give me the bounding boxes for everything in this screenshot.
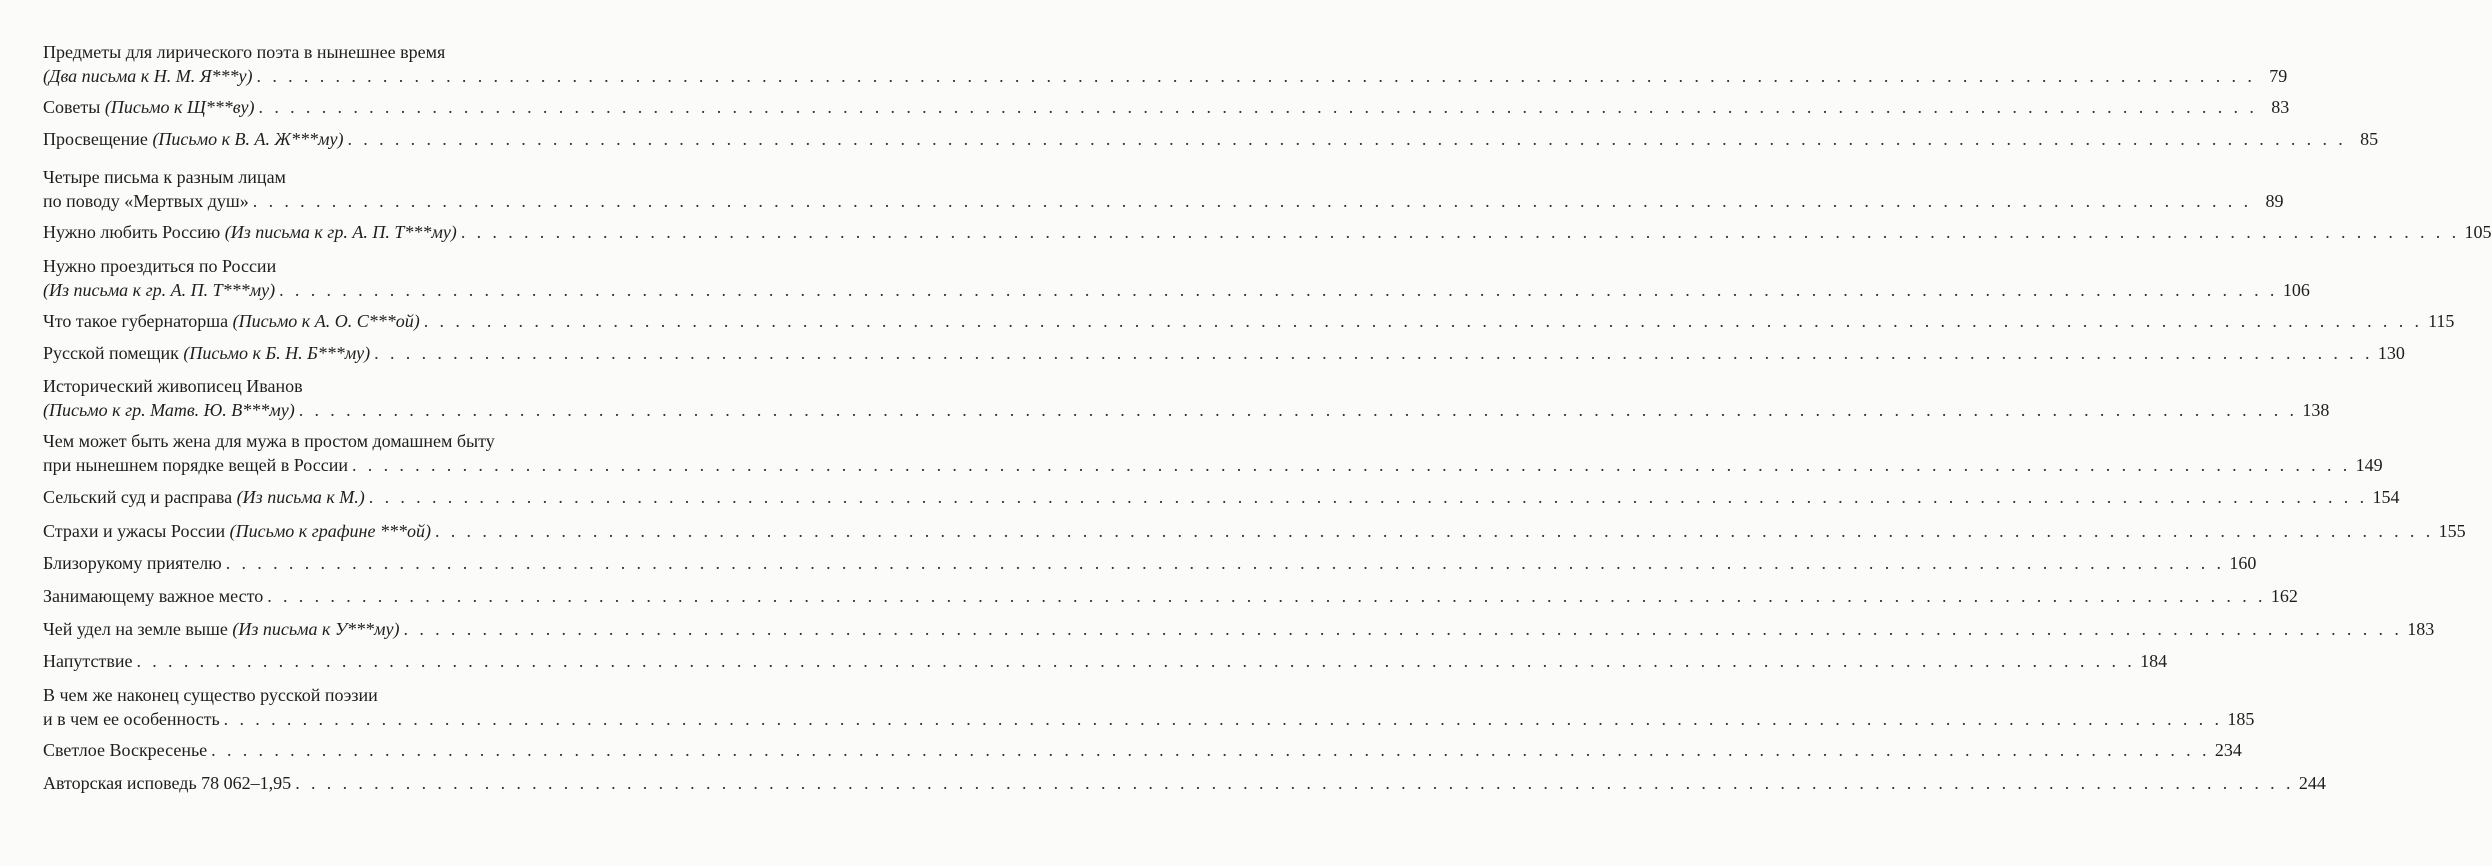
dot-leader bbox=[279, 278, 2278, 302]
page-number: 184 bbox=[2140, 651, 2168, 671]
toc-entry-title-text: Близорукому приятелю bbox=[43, 553, 222, 573]
page-number: 130 bbox=[2377, 343, 2405, 363]
toc-entry-row bbox=[43, 220, 2492, 244]
toc-entry-row bbox=[43, 485, 2400, 509]
toc-entry-title bbox=[43, 398, 295, 422]
dot-leader bbox=[295, 771, 2294, 795]
toc-entry-row bbox=[43, 707, 2255, 731]
page-number: 149 bbox=[2355, 455, 2383, 475]
toc-entry[interactable] bbox=[43, 309, 2455, 333]
toc-entry-title bbox=[43, 341, 370, 365]
toc-entry-title-line: Чем может быть жена для мужа в простом домашнем быту bbox=[43, 431, 495, 451]
toc-entry[interactable] bbox=[43, 165, 2284, 213]
toc-entry-title bbox=[43, 584, 263, 608]
toc-entry-title-line: Нужно проездиться по России bbox=[43, 256, 277, 276]
toc-entry-title-text: Напутствие bbox=[43, 651, 133, 671]
page-number: 138 bbox=[2302, 400, 2330, 420]
dot-leader bbox=[211, 738, 2210, 762]
toc-entry-title-line: Исторический живописец Иванов bbox=[43, 376, 303, 396]
page-number: 154 bbox=[2372, 487, 2400, 507]
dot-leader bbox=[461, 220, 2460, 244]
dot-leader bbox=[374, 341, 2373, 365]
toc-entry[interactable] bbox=[43, 429, 2383, 477]
toc-entry-title-text: Сельский суд и расправа bbox=[43, 487, 237, 507]
toc-entry-row bbox=[43, 341, 2405, 365]
page-number: 106 bbox=[2282, 280, 2310, 300]
dot-leader bbox=[267, 584, 2266, 608]
toc-entry[interactable] bbox=[43, 485, 2400, 509]
toc-entry-title bbox=[43, 309, 420, 333]
toc-entry-title-text: Что такое губернаторша bbox=[43, 311, 233, 331]
toc-entry-title bbox=[43, 189, 249, 213]
toc-entry[interactable] bbox=[43, 584, 2298, 608]
dot-leader bbox=[424, 309, 2423, 333]
page-number: 160 bbox=[2229, 553, 2257, 573]
page-number: 234 bbox=[2214, 740, 2242, 760]
toc-entry-title-line: В чем же наконец существо русской поэзии bbox=[43, 685, 378, 705]
toc-entry-title bbox=[43, 771, 291, 795]
toc-entry-row bbox=[43, 649, 2168, 673]
page-number: 183 bbox=[2407, 619, 2435, 639]
toc-entry-subtitle: (Письмо к В. А. Ж***му) bbox=[152, 129, 344, 149]
page-number: 162 bbox=[2270, 586, 2298, 606]
toc-entry-row bbox=[43, 95, 2290, 119]
toc-entry-row bbox=[43, 309, 2455, 333]
dot-leader bbox=[347, 127, 2346, 151]
toc-entry-title-text: по поводу «Мертвых душ» bbox=[43, 191, 249, 211]
dot-leader bbox=[226, 551, 2225, 575]
toc-entry-title-text: Авторская исповедь 78 062–1,95 bbox=[43, 773, 292, 793]
toc-entry-subtitle: (Два письма к Н. М. Я***у) bbox=[43, 66, 253, 86]
toc-entry-title-text: Советы bbox=[43, 97, 105, 117]
toc-entry-title bbox=[43, 485, 365, 509]
page-number: 244 bbox=[2298, 773, 2326, 793]
toc-entry[interactable] bbox=[43, 649, 2168, 673]
toc-entry-subtitle: (Письмо к Щ***ву) bbox=[104, 97, 255, 117]
toc-entry-title-text: Занимающему важное место bbox=[43, 586, 264, 606]
toc-entry-row bbox=[43, 738, 2242, 762]
toc-entry-title bbox=[43, 127, 343, 151]
dot-leader bbox=[253, 189, 2252, 213]
toc-entry-subtitle: (Письмо к А. О. С***ой) bbox=[232, 311, 420, 331]
page-number: 105 bbox=[2464, 222, 2492, 242]
toc-entry-title bbox=[43, 649, 132, 673]
toc-entry-title-text: Русской помещик bbox=[43, 343, 184, 363]
toc-entry-title-text: Страхи и ужасы России bbox=[43, 521, 230, 541]
dot-leader bbox=[404, 617, 2403, 641]
toc-entry-row bbox=[43, 189, 2284, 213]
toc-entry-title bbox=[43, 453, 348, 477]
toc-entry-row bbox=[43, 584, 2298, 608]
toc-entry-row bbox=[43, 278, 2310, 302]
toc-entry-title-text: Просвещение bbox=[43, 129, 153, 149]
toc-entry[interactable] bbox=[43, 95, 2290, 119]
toc-entry[interactable] bbox=[43, 127, 2379, 151]
dot-leader bbox=[257, 64, 2256, 88]
toc-entry-row bbox=[43, 551, 2257, 575]
dot-leader bbox=[136, 649, 2135, 673]
toc-entry-subtitle: (Из письма к гр. А. П. Т***му) bbox=[43, 280, 276, 300]
toc-entry[interactable] bbox=[43, 220, 2492, 244]
page-number: 83 bbox=[2271, 97, 2290, 117]
toc-entry-subtitle: (Из письма к У***му) bbox=[232, 619, 400, 639]
toc-entry[interactable] bbox=[43, 771, 2326, 795]
dot-leader bbox=[352, 453, 2351, 477]
toc-entry-title bbox=[43, 220, 457, 244]
toc-entry-subtitle: (Письмо к графине ***ой) bbox=[229, 521, 431, 541]
toc-entry-title bbox=[43, 707, 220, 731]
toc-entry-row bbox=[43, 617, 2435, 641]
dot-leader bbox=[435, 519, 2434, 543]
toc-entry-title bbox=[43, 95, 255, 119]
toc-entry-subtitle: (Из письма к гр. А. П. Т***му) bbox=[224, 222, 457, 242]
toc-entry[interactable] bbox=[43, 374, 2330, 422]
toc-entry-title-text: Нужно любить Россию bbox=[43, 222, 225, 242]
page-number: 79 bbox=[2269, 66, 2288, 86]
toc-entry[interactable] bbox=[43, 551, 2257, 575]
toc-entry-row bbox=[43, 398, 2330, 422]
toc-entry-subtitle: (Письмо к Б. Н. Б***му) bbox=[183, 343, 371, 363]
page-number: 155 bbox=[2438, 521, 2466, 541]
toc-entry-row bbox=[43, 771, 2326, 795]
toc-entry-title-line: Четыре письма к разным лицам bbox=[43, 167, 286, 187]
dot-leader bbox=[369, 485, 2368, 509]
toc-entry-title-line: Предметы для лирического поэта в нынешнее время bbox=[43, 42, 446, 62]
toc-entry[interactable] bbox=[43, 683, 2255, 731]
dot-leader bbox=[299, 398, 2298, 422]
toc-entry-title-text: и в чем ее особенность bbox=[43, 709, 220, 729]
toc-entry-subtitle: (Письмо к гр. Матв. Ю. В***му) bbox=[43, 400, 295, 420]
page-number: 185 bbox=[2227, 709, 2255, 729]
toc-entry-title bbox=[43, 551, 222, 575]
dot-leader bbox=[224, 707, 2223, 731]
toc-entry-title bbox=[43, 738, 207, 762]
toc-entry[interactable] bbox=[43, 738, 2242, 762]
page-number: 89 bbox=[2265, 191, 2284, 211]
toc-entry-row bbox=[43, 64, 2288, 88]
toc-entry-title-text: при нынешнем порядке вещей в России bbox=[43, 455, 348, 475]
page-number: 115 bbox=[2428, 311, 2455, 331]
toc-entry-title bbox=[43, 617, 400, 641]
toc-entry-subtitle: (Из письма к М.) bbox=[236, 487, 365, 507]
toc-entry[interactable] bbox=[43, 40, 2288, 88]
toc-entry-row bbox=[43, 127, 2379, 151]
toc-entry-title-text: Светлое Воскресенье bbox=[43, 740, 208, 760]
page-number: 85 bbox=[2360, 129, 2379, 149]
toc-entry[interactable] bbox=[43, 254, 2310, 302]
toc-entry-title bbox=[43, 519, 431, 543]
toc-entry[interactable] bbox=[43, 519, 2466, 543]
toc-entry-title bbox=[43, 64, 253, 88]
toc-entry-title bbox=[43, 278, 275, 302]
toc-entry-title-text: Чей удел на земле выше bbox=[43, 619, 233, 639]
toc-entry[interactable] bbox=[43, 341, 2405, 365]
dot-leader bbox=[259, 95, 2258, 119]
toc-entry-row bbox=[43, 453, 2383, 477]
toc-entry-row bbox=[43, 519, 2466, 543]
toc-entry[interactable] bbox=[43, 617, 2435, 641]
